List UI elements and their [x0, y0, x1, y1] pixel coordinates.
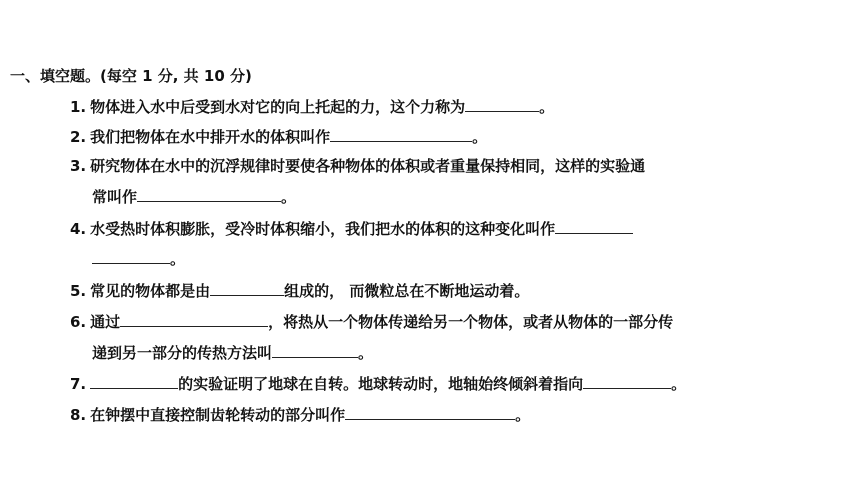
section-title: [10, 66, 252, 86]
question-number: 5.: [70, 282, 87, 300]
question-4: [70, 218, 633, 239]
question-2: [70, 126, 487, 147]
answer-blank[interactable]: [272, 342, 358, 358]
question-text: 。: [472, 128, 488, 146]
question-5: [70, 280, 529, 301]
question-text: 在钟摆中直接控制齿轮转动的部分叫作: [90, 406, 346, 424]
question-text: 。: [671, 375, 687, 393]
question-6-continued: [92, 342, 373, 363]
question-number: 2.: [70, 128, 87, 146]
answer-blank[interactable]: [345, 404, 515, 420]
question-text: 。: [281, 188, 297, 206]
question-text: 我们把物体在水中排开水的体积叫作: [90, 128, 331, 146]
question-text: 。: [170, 250, 186, 268]
question-number: 4.: [70, 220, 87, 238]
question-text: 的实验证明了地球在自转。地球转动时，地轴始终倾斜着指向: [178, 375, 584, 393]
question-6: [70, 311, 673, 332]
question-text: 。: [515, 406, 531, 424]
answer-blank-continued[interactable]: [92, 248, 170, 264]
question-1: [70, 96, 554, 117]
question-3: [70, 156, 645, 176]
answer-blank[interactable]: [330, 126, 472, 142]
question-text: 递到另一部分的传热方法叫: [92, 344, 273, 362]
answer-blank[interactable]: [583, 373, 671, 389]
question-number: 6.: [70, 313, 87, 331]
question-7: [70, 373, 686, 394]
answer-blank[interactable]: [465, 96, 539, 112]
answer-blank[interactable]: [210, 280, 284, 296]
question-number: 7.: [70, 375, 87, 393]
question-text: 组成的， 而微粒总在不断地运动着。: [284, 282, 530, 300]
question-number: 8.: [70, 406, 87, 424]
answer-blank[interactable]: [555, 218, 633, 234]
question-4-continued: [92, 248, 185, 269]
question-8: [70, 404, 530, 425]
question-text: 常叫作: [92, 188, 138, 206]
question-3-continued: [92, 186, 296, 207]
question-number: 3.: [70, 157, 87, 175]
question-text: 水受热时体积膨胀，受冷时体积缩小，我们把水的体积的这种变化叫作: [90, 220, 556, 238]
question-text: 。: [539, 98, 555, 116]
section-title-text: 一、填空题。(每空 1 分, 共 10 分): [10, 67, 252, 85]
question-text: 通过: [90, 313, 121, 331]
answer-blank[interactable]: [137, 186, 281, 202]
question-number: 1.: [70, 98, 87, 116]
answer-blank[interactable]: [120, 311, 268, 327]
question-text: ，将热从一个物体传递给另一个物体，或者从物体的一部分传: [268, 313, 674, 331]
question-text: 常见的物体都是由: [90, 282, 211, 300]
question-text: 。: [358, 344, 374, 362]
answer-blank[interactable]: [90, 373, 178, 389]
question-text: 物体进入水中后受到水对它的向上托起的力，这个力称为: [90, 98, 466, 116]
question-text: 研究物体在水中的沉浮规律时要使各种物体的体积或者重量保持相同，这样的实验通: [90, 157, 646, 175]
